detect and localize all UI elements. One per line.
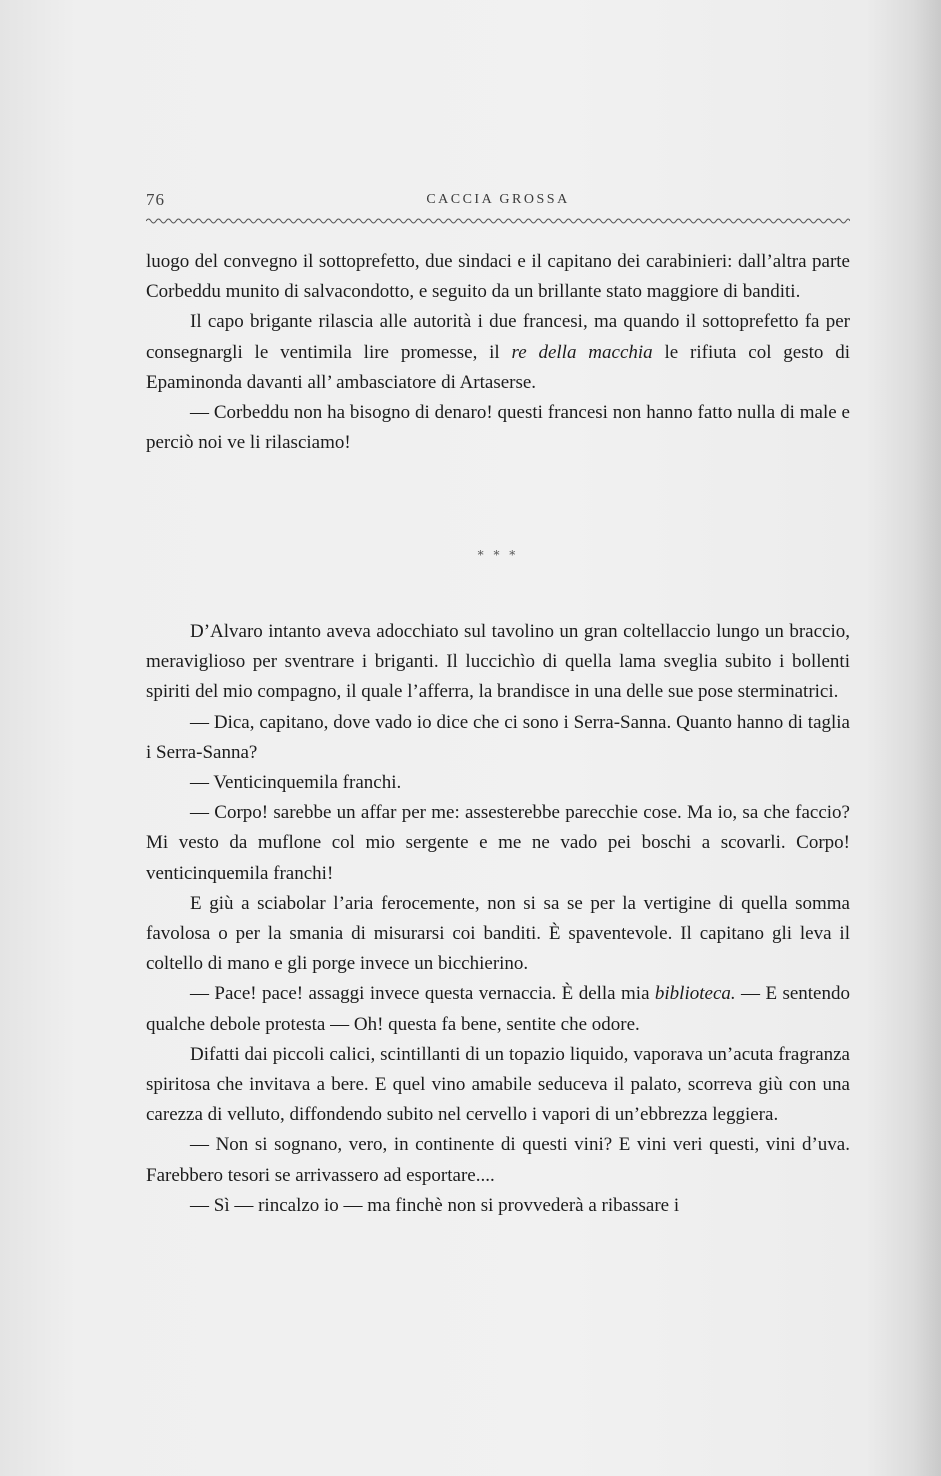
paragraph bbox=[146, 979, 850, 1039]
page-header bbox=[146, 190, 850, 212]
paragraph: — Sì — rincalzo io — ma finchè non si provvederà a ribassare i bbox=[190, 1194, 680, 1216]
paragraph: — Non si sognano, vero, in continente di questi vini? E vini veri questi, vini d’uva. Farebbero tesori se arrivassero ad esportare.... bbox=[146, 1134, 850, 1186]
paragraph: — Dica, capitano, dove vado io dice che ci sono i Serra-Sanna. Quanto hanno di taglia i Serra-Sanna? bbox=[146, 711, 850, 763]
section-break-asterisks: * * * bbox=[477, 548, 519, 562]
italic-phrase: re della macchia bbox=[511, 341, 653, 363]
paragraph: luogo del convegno il sottoprefetto, due sindaci e il capitano dei carabinieri: dall’altra parte Corbeddu munito di salvacondotto, e seguito da un brillante stato maggiore di banditi. bbox=[146, 251, 850, 303]
text-section-1 bbox=[146, 247, 850, 458]
page-number: 76 bbox=[146, 190, 165, 209]
text-span: — E sentendo qualche debole protesta — Oh! questa fa bene, sentite che odore. bbox=[146, 983, 850, 1035]
text-span: — Pace! pace! assaggi invece questa vernaccia. È della mia bbox=[190, 983, 655, 1005]
italic-phrase: biblioteca. bbox=[654, 983, 736, 1005]
text-span: Il capo brigante rilascia alle autorità i due francesi, ma quando il sottoprefetto fa per consegnargli le ventimila lire promesse, il bbox=[146, 311, 850, 363]
running-title: CACCIA GROSSA bbox=[426, 192, 570, 207]
paragraph: — Venticinquemila franchi. bbox=[190, 772, 402, 794]
paragraph: — Corbeddu non ha bisogno di denaro! questi francesi non hanno fatto nulla di male e perciò noi ve li rilasciamo! bbox=[146, 402, 850, 454]
text-span: le rifiuta col gesto di Epaminonda davanti all’ ambasciatore di Artaserse. bbox=[146, 341, 850, 393]
paragraph: D’Alvaro intanto aveva adocchiato sul tavolino un gran coltellaccio lungo un braccio, meraviglioso per sventrare i briganti. Il luccichìo di quella lama sveglia subito i bollenti spiriti del mio compagno, il quale l’afferra, la brandisce in una delle sue pose sterminatrici. bbox=[146, 621, 850, 703]
paragraph: — Corpo! sarebbe un affar per me: assesterebbe parecchie cose. Ma io, sa che faccio? Mi vesto da muflone col mio sergente e me ne vado pei boschi a scovarli. Corpo! venticinquemila franchi! bbox=[146, 802, 850, 884]
paragraph: E giù a sciabolar l’aria ferocemente, non si sa se per la vertigine di quella somma favolosa o per la smania di misurarsi coi banditi. È spaventevole. Il capitano gli leva il coltello di mano e gli porge invece un bicchierino. bbox=[146, 892, 850, 975]
text-section-2 bbox=[146, 617, 850, 1221]
wavy-rule-ornament bbox=[146, 217, 850, 225]
paragraph: Difatti dai piccoli calici, scintillanti di un topazio liquido, vaporava un’acuta fragranza spiritosa che invitava a bere. E quel vino amabile seduceva il palato, scorreva giù con una carezza di velluto, diffondendo subito nel cervello i vapori di un’ebbrezza leggiera. bbox=[146, 1043, 850, 1126]
paragraph bbox=[146, 307, 850, 398]
